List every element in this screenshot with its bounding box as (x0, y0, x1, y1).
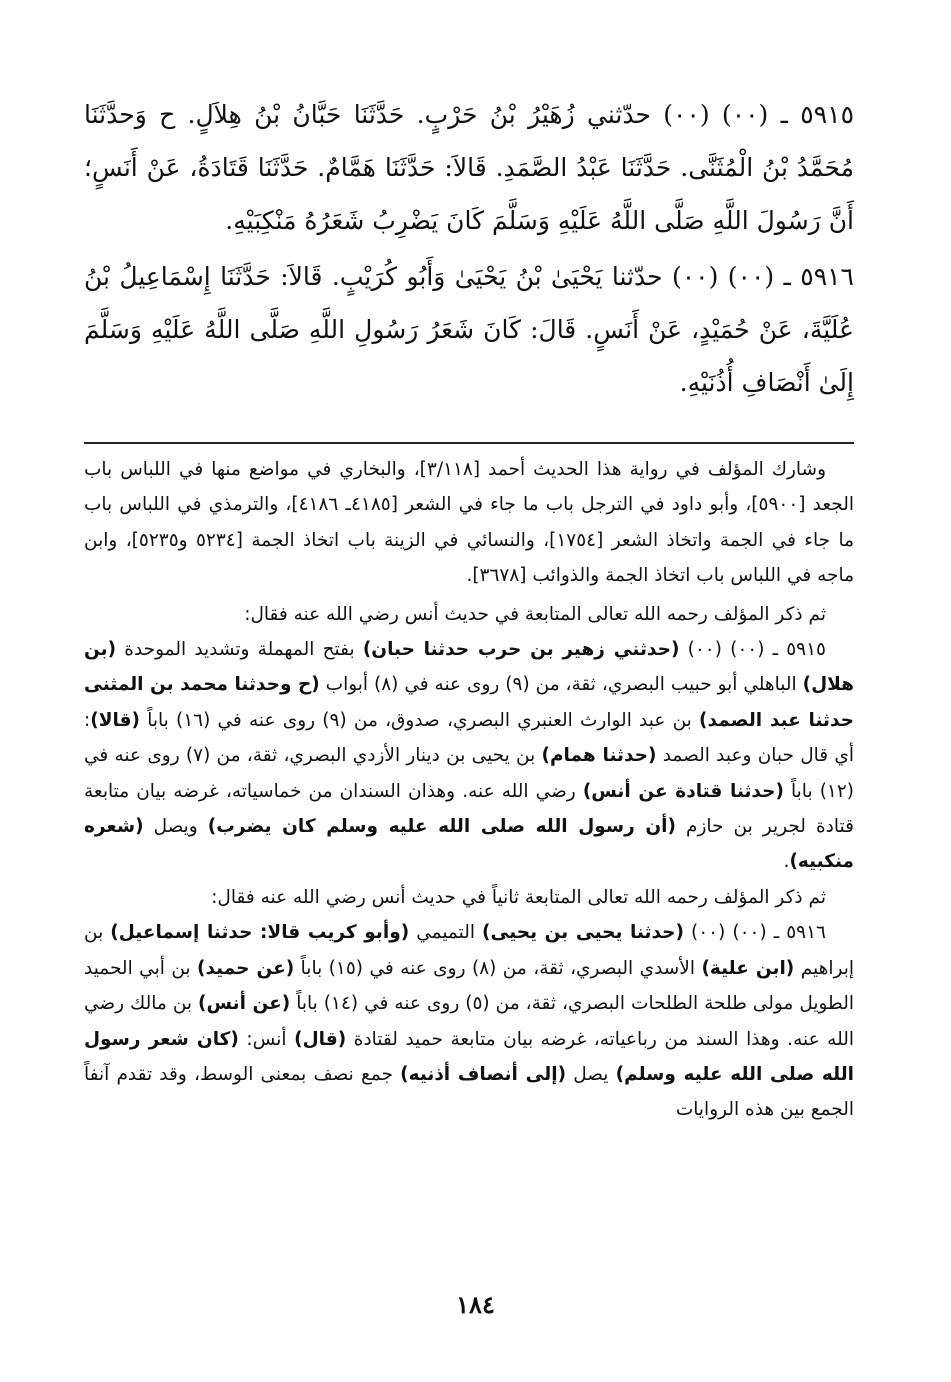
commentary-5916 (84, 915, 854, 1127)
commentary-text: ويصل (143, 816, 208, 838)
hadith-5916: ٥٩١٦ ـ (٠٠) (٠٠) حدّثنا يَحْيَىٰ بْنُ يَحْيَىٰ وَأَبُو كُرَيْبٍ. قَالاَ: حَدَّثَنَا إِسْمَاعِيلُ بْنُ عُلَيَّةَ، عَنْ حُمَيْدٍ، عَنْ أَنَسٍ. قَالَ: كَانَ شَعَرُ رَسُولِ اللَّهِ صَلَّى اللَّهُ عَلَيْهِ وَسَلَّمَ إِلَىٰ أَنْصَافِ أُذُنَيْهِ. (84, 262, 854, 397)
commentary-quote: (قال) (294, 1028, 347, 1050)
commentary-text: أنس: (238, 1028, 295, 1050)
commentary-text: رضي الله عنه. وهذان السندان من خماسياته، غرضه بيان متابعة قتادة لجرير بن حازم (84, 780, 854, 838)
commentary-text: بن يحيى بن دينار الأزدي البصري، ثقة، من (٧) روى عنه في (١٢) باباً (84, 745, 854, 802)
section-divider (84, 442, 854, 444)
commentary-quote: (عن حميد) (197, 957, 295, 979)
commentary-text: يصل (566, 1063, 616, 1085)
commentary-quote: (حدثنا همام) (541, 745, 657, 767)
hadith-5915: ٥٩١٥ ـ (٠٠) (٠٠) حدّثني زُهَيْرُ بْنُ حَرْبٍ. حَدَّثَنَا حَبَّانُ بْنُ هِلاَلٍ. ح وَحدَّثَنَا مُحَمَّدُ بْنُ الْمُثَنَّى. حَدَّثَنَا عَبْدُ الصَّمَدِ. قَالاَ: حَدَّثَنَا هَمَّامٌ. حَدَّثَنَا قَتَادَةُ، عَنْ أَنَسٍ؛ أَنَّ رَسُولَ اللَّهِ صَلَّى اللَّهُ عَلَيْهِ وَسَلَّمَ كَانَ يَضْرِبُ شَعَرُهُ مَنْكِبَيْهِ. (84, 100, 854, 235)
commentary-5915 (84, 632, 854, 880)
commentary-quote: (أن رسول الله صلى الله عليه وسلم كان يضرب) (207, 816, 676, 838)
commentary-quote: (شعره منكبيه) (84, 816, 854, 873)
commentary-quote: (حدثنا قتادة عن أنس) (582, 780, 784, 802)
commentary-text: ٥٩١٦ ـ (٠٠) (٠٠) (683, 922, 826, 944)
commentary-quote: (ابن علية) (701, 957, 795, 979)
commentary-quote: (وأبو كريب قالا: حدثنا إسماعيل) (110, 922, 410, 944)
commentary-text: بن أبي الحميد الطويل مولى طلحة الطلحات البصري، ثقة، من (٥) روى عنه في (١٤) باباً (84, 957, 854, 1015)
commentary-text: بن مالك رضي الله عنه. وهذا السند من رباعياته، غرضه بيان متابعة حميد لقتادة (84, 993, 855, 1050)
commentary-text: . (783, 851, 790, 873)
commentary-text: : أي قال حبان وعبد الصمد (84, 709, 854, 767)
commentary-quote: (حدثني زهير بن حرب حدثنا حبان) (362, 639, 680, 661)
commentary-text: ٥٩١٥ ـ (٠٠) (٠٠) (679, 639, 826, 661)
commentary-block (84, 452, 854, 1128)
commentary-quote: (قالا) (90, 709, 140, 731)
hadith-text-block (84, 88, 854, 409)
sharing-paragraph: وشارك المؤلف في رواية هذا الحديث أحمد [٣/١١٨]، والبخاري في مواضع منها في اللباس باب الجعد [٥٩٠٠]، وأبو داود في الترجل باب ما جاء في الشعر [٤١٨٥ـ ٤١٨٦]، والترمذي في اللباس باب ما جاء في الجمة واتخاذ الشعر [١٧٥٤]، والنسائي في الزينة باب اتخاذ الجمة [٥٢٣٤ و٥٢٣٥]، وابن ماجه في اللباس باب اتخاذ الجمة والذوائب [٣٦٧٨]. (84, 459, 855, 587)
commentary-quote: (حدثنا يحيى بن يحيى) (482, 922, 684, 944)
commentary-text: بن عبد الوارث العنبري البصري، صدوق، من (٩) روى عنه في (١٦) باباً (139, 709, 700, 731)
commentary-text: جمع نصف بمعنى الوسط، وقد تقدم آنفاً الجمع بين هذه الروايات (84, 1063, 854, 1121)
commentary-intro-2: ثم ذكر المؤلف رحمه الله تعالى المتابعة ثانياً في حديث أنس رضي الله عنه فقال: (211, 886, 826, 908)
page-number: ١٨٤ (456, 1290, 495, 1319)
commentary-quote: (كان شعر رسول الله صلى الله عليه وسلم) (84, 1028, 854, 1085)
commentary-intro-1: ثم ذكر المؤلف رحمه الله تعالى المتابعة في حديث أنس رضي الله عنه فقال: (244, 603, 826, 625)
commentary-text: الباهلي أبو حبيب البصري، ثقة، من (٩) روى عنه في (٨) أبواب (319, 674, 803, 696)
commentary-quote: (عن أنس) (198, 993, 291, 1015)
commentary-quote: (ح وحدثنا محمد بن المثنى حدثنا عبد الصمد) (84, 674, 854, 731)
commentary-text: بن إبراهيم (84, 922, 855, 979)
commentary-text: التميمي (409, 922, 483, 944)
commentary-text: الأسدي البصري، ثقة، من (٨) روى عنه في (١٥) باباً (294, 957, 702, 979)
commentary-text: بفتح المهملة وتشديد الموحدة (116, 639, 363, 661)
commentary-quote: (بن هلال) (84, 639, 854, 696)
commentary-quote: (إلى أنصاف أذنيه) (400, 1063, 567, 1085)
